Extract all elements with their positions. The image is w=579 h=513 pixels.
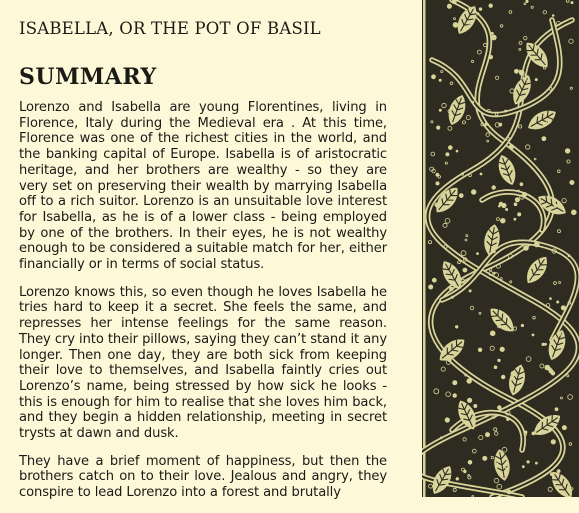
- seed-dot: [463, 438, 466, 441]
- seed-dot: [548, 487, 552, 491]
- seed-dot: [513, 327, 516, 330]
- seed-dot: [443, 223, 447, 227]
- seed-dot: [505, 110, 507, 112]
- seed-dot: [453, 488, 456, 491]
- border-rule: [423, 0, 426, 497]
- seed-dot: [543, 11, 546, 14]
- seed-dot: [511, 371, 516, 376]
- seed-dot: [571, 1, 573, 3]
- seed-dot: [491, 35, 496, 40]
- summary-paragraph-2: Lorenzo knows this, so even though he loves Isabella he tries hard to keep it a secret. She feels the same, and represses her intense feelings for the same reason. They cry into their pillows, saying they can’t stand it any longer. Then one day, they are both sick from keeping their love to themselves, and Isabella faintly cries out Lorenzo’s name, being stressed by how sick he looks - this is enough for him to realise that she loves him back, and they begin a hidden relationship, meeting in secret trysts at dawn and dusk.: [19, 284, 387, 442]
- seed-dot: [458, 261, 461, 264]
- seed-dot: [495, 76, 498, 79]
- seed-dot: [519, 70, 524, 75]
- seed-dot: [526, 0, 528, 2]
- seed-dot: [552, 15, 554, 17]
- seed-dot: [491, 456, 493, 458]
- seed-dot: [490, 346, 494, 350]
- summary-paragraph-1: Lorenzo and Isabella are young Florentines, living in Florence, Italy during the Medieval era . At this time, Florence was one of the richest cities in the world, and the banking capital of Europe. Isabella is of aristocratic heritage, and her brothers are wealthy - so they are very set on preserving their wealth by marrying Isabella off to a rich suitor. Lorenzo is an unsuitable love interest for Isabella, as he is of a lower class - being employed by one of the brothers. In their eyes, he is not wealthy enough to be considered a suitable match for her, either financially or in terms of social status.: [19, 100, 387, 273]
- seed-dot: [570, 488, 573, 491]
- seed-dot: [558, 170, 561, 173]
- seed-dot: [489, 55, 493, 59]
- leaf-icon: [524, 106, 559, 135]
- seed-dot: [566, 0, 569, 2]
- seed-dot: [463, 121, 466, 124]
- seed-dot: [487, 140, 489, 142]
- leaf-icon: [506, 363, 529, 398]
- seed-dot: [533, 316, 536, 319]
- seed-dot: [497, 484, 502, 489]
- seed-dot: [497, 218, 500, 221]
- seed-dot: [454, 18, 456, 20]
- seed-dot: [524, 246, 529, 251]
- seed-dot: [477, 253, 479, 255]
- seed-dot: [441, 70, 443, 72]
- seed-dot: [466, 235, 468, 237]
- seed-dot: [491, 32, 493, 34]
- seed-dot: [569, 443, 572, 446]
- leaf-icon: [547, 468, 578, 497]
- seed-dot: [428, 241, 431, 244]
- seed-dot: [429, 285, 433, 289]
- seed-dot: [558, 333, 561, 336]
- seed-dot: [479, 312, 481, 314]
- seed-dot: [500, 278, 502, 280]
- seed-dot: [532, 432, 535, 435]
- seed-dot: [502, 447, 507, 452]
- seed-dot: [429, 484, 433, 488]
- seed-dot: [498, 406, 502, 410]
- seed-dot: [450, 82, 453, 85]
- seed-dot: [567, 375, 569, 377]
- seed-dot: [501, 218, 506, 223]
- seed-dot: [519, 48, 521, 50]
- seed-dot: [570, 180, 574, 184]
- seed-dot: [514, 69, 518, 73]
- seed-dot: [439, 79, 441, 81]
- seed-dot: [562, 198, 566, 202]
- seed-dot: [507, 490, 511, 494]
- seed-dot: [442, 103, 446, 107]
- seed-dot: [492, 186, 496, 190]
- seed-dot: [479, 8, 482, 11]
- seed-dot: [509, 11, 512, 14]
- seed-dot: [557, 470, 560, 473]
- seed-dot: [456, 478, 459, 481]
- vine-stem: [432, 20, 560, 115]
- seed-dot: [531, 6, 533, 8]
- seed-dot: [436, 173, 439, 176]
- seed-dot: [456, 150, 458, 152]
- seed-dot: [520, 183, 523, 186]
- seed-dot: [545, 365, 550, 370]
- seed-dot: [474, 404, 477, 407]
- seed-dot: [554, 204, 557, 207]
- seed-dot: [549, 369, 553, 373]
- seed-dot: [469, 174, 472, 177]
- seed-dot: [455, 326, 458, 329]
- seed-dot: [551, 440, 555, 444]
- seed-dot: [531, 265, 533, 267]
- seed-dot: [469, 290, 471, 292]
- seed-dot: [509, 145, 513, 149]
- seed-dot: [527, 461, 529, 463]
- seed-dot: [441, 367, 445, 371]
- vine-stem: [482, 192, 544, 230]
- seed-dot: [434, 389, 439, 394]
- seed-dot: [448, 358, 452, 362]
- leaf-icon: [522, 253, 553, 288]
- seed-dot: [569, 39, 573, 43]
- seed-dot: [486, 133, 490, 137]
- seed-dot: [571, 210, 576, 215]
- leaf-vine-border: [422, 0, 579, 497]
- seed-dot: [514, 218, 516, 220]
- seed-dot: [519, 125, 522, 128]
- seed-dot: [500, 347, 504, 351]
- seed-dot: [493, 251, 495, 253]
- seed-dot: [508, 163, 510, 165]
- seed-dot: [465, 239, 467, 241]
- seed-dot: [561, 306, 565, 310]
- seed-dot: [535, 79, 537, 81]
- seed-dot: [467, 379, 472, 384]
- seed-dot: [467, 398, 471, 402]
- seed-dot: [499, 202, 502, 205]
- seed-dot: [478, 348, 482, 352]
- document-title: ISABELLA, OR THE POT OF BASIL: [19, 19, 321, 38]
- document-body: [19, 16, 387, 513]
- leaf-icon: [494, 152, 519, 187]
- seed-dot: [472, 101, 474, 103]
- seed-dot: [445, 418, 449, 422]
- leaf-vine-pattern-icon: [422, 0, 579, 497]
- seed-dot: [490, 331, 495, 336]
- seed-dot: [471, 60, 473, 62]
- seed-dot: [554, 282, 557, 285]
- seed-dot: [479, 435, 483, 439]
- seed-dot: [435, 203, 439, 207]
- seed-dot: [446, 392, 451, 397]
- seed-dot: [555, 408, 558, 411]
- seed-dot: [477, 50, 481, 54]
- seed-dot: [431, 121, 433, 123]
- seed-dot: [532, 334, 534, 336]
- seed-dot: [544, 343, 546, 345]
- seed-dot: [494, 432, 498, 436]
- seed-dot: [453, 23, 458, 28]
- seed-dot: [489, 4, 493, 8]
- seed-dot: [485, 433, 489, 437]
- seed-dot: [542, 137, 546, 141]
- seed-dot: [466, 116, 470, 120]
- seed-dot: [494, 428, 497, 431]
- seed-dot: [489, 268, 492, 271]
- seed-dot: [550, 298, 552, 300]
- seed-dot: [439, 109, 441, 111]
- seed-dot: [534, 158, 536, 160]
- seed-dot: [522, 466, 524, 468]
- seed-dot: [463, 268, 467, 272]
- seed-dot: [481, 123, 484, 126]
- seed-dot: [445, 162, 447, 164]
- seed-dot: [494, 478, 499, 483]
- seed-dot: [519, 41, 522, 44]
- seed-dot: [500, 25, 503, 28]
- seed-dot: [436, 182, 439, 185]
- seed-dot: [480, 173, 482, 175]
- seed-dot: [543, 67, 545, 69]
- seed-dot: [462, 468, 465, 471]
- seed-dot: [453, 381, 457, 385]
- seed-dot: [470, 306, 474, 310]
- seed-dot: [526, 357, 531, 362]
- seed-dot: [534, 242, 539, 247]
- seed-dot: [501, 375, 505, 379]
- seed-dot: [550, 473, 553, 476]
- seed-dot: [468, 460, 472, 464]
- seed-dot: [558, 230, 561, 233]
- section-heading: SUMMARY: [19, 64, 157, 90]
- seed-dot: [510, 281, 512, 283]
- seed-dot: [431, 152, 435, 156]
- seed-dot: [562, 426, 566, 430]
- seed-dot: [524, 36, 527, 39]
- seed-dot: [448, 146, 452, 150]
- seed-dot: [507, 418, 510, 421]
- seed-dot: [565, 149, 570, 154]
- seed-dot: [450, 287, 454, 291]
- seed-dot: [515, 198, 519, 202]
- seed-dot: [483, 43, 486, 46]
- seed-dot: [526, 145, 530, 149]
- seed-dot: [524, 3, 526, 5]
- seed-dot: [568, 395, 573, 400]
- seed-dot: [446, 153, 449, 156]
- seed-dot: [540, 364, 544, 368]
- seed-dot: [448, 126, 452, 130]
- seed-dot: [523, 192, 527, 196]
- seed-dot: [498, 359, 501, 362]
- leaf-icon: [485, 303, 518, 336]
- leaf-icon: [492, 448, 512, 482]
- seed-dot: [518, 213, 521, 216]
- seed-dot: [447, 4, 451, 8]
- seed-dot: [506, 208, 508, 210]
- seed-dot: [567, 160, 570, 163]
- seed-dot: [557, 301, 559, 303]
- seed-dot: [570, 87, 572, 89]
- summary-paragraph-3: They have a brief moment of happiness, but then the brothers catch on to their love. Jealous and angry, they conspire to lead Lorenzo into a forest and brutally: [19, 453, 387, 501]
- seed-dot: [485, 123, 488, 126]
- seed-dot: [472, 449, 476, 453]
- seed-dot: [432, 278, 436, 282]
- seed-dot: [452, 0, 456, 4]
- seed-dot: [494, 366, 497, 369]
- seed-dot: [432, 75, 436, 79]
- seed-dot: [437, 126, 440, 129]
- seed-dot: [514, 203, 517, 206]
- seed-dot: [560, 397, 562, 399]
- seed-dot: [459, 194, 463, 198]
- seed-dot: [477, 13, 479, 15]
- seed-dot: [535, 462, 537, 464]
- seed-dot: [453, 394, 457, 398]
- seed-dot: [510, 89, 514, 93]
- seed-dot: [461, 251, 466, 256]
- seed-dot: [483, 456, 487, 460]
- seed-dot: [559, 282, 561, 284]
- seed-dot: [471, 190, 476, 195]
- seed-dot: [445, 218, 450, 223]
- seed-dot: [493, 272, 495, 274]
- seed-dot: [521, 324, 523, 326]
